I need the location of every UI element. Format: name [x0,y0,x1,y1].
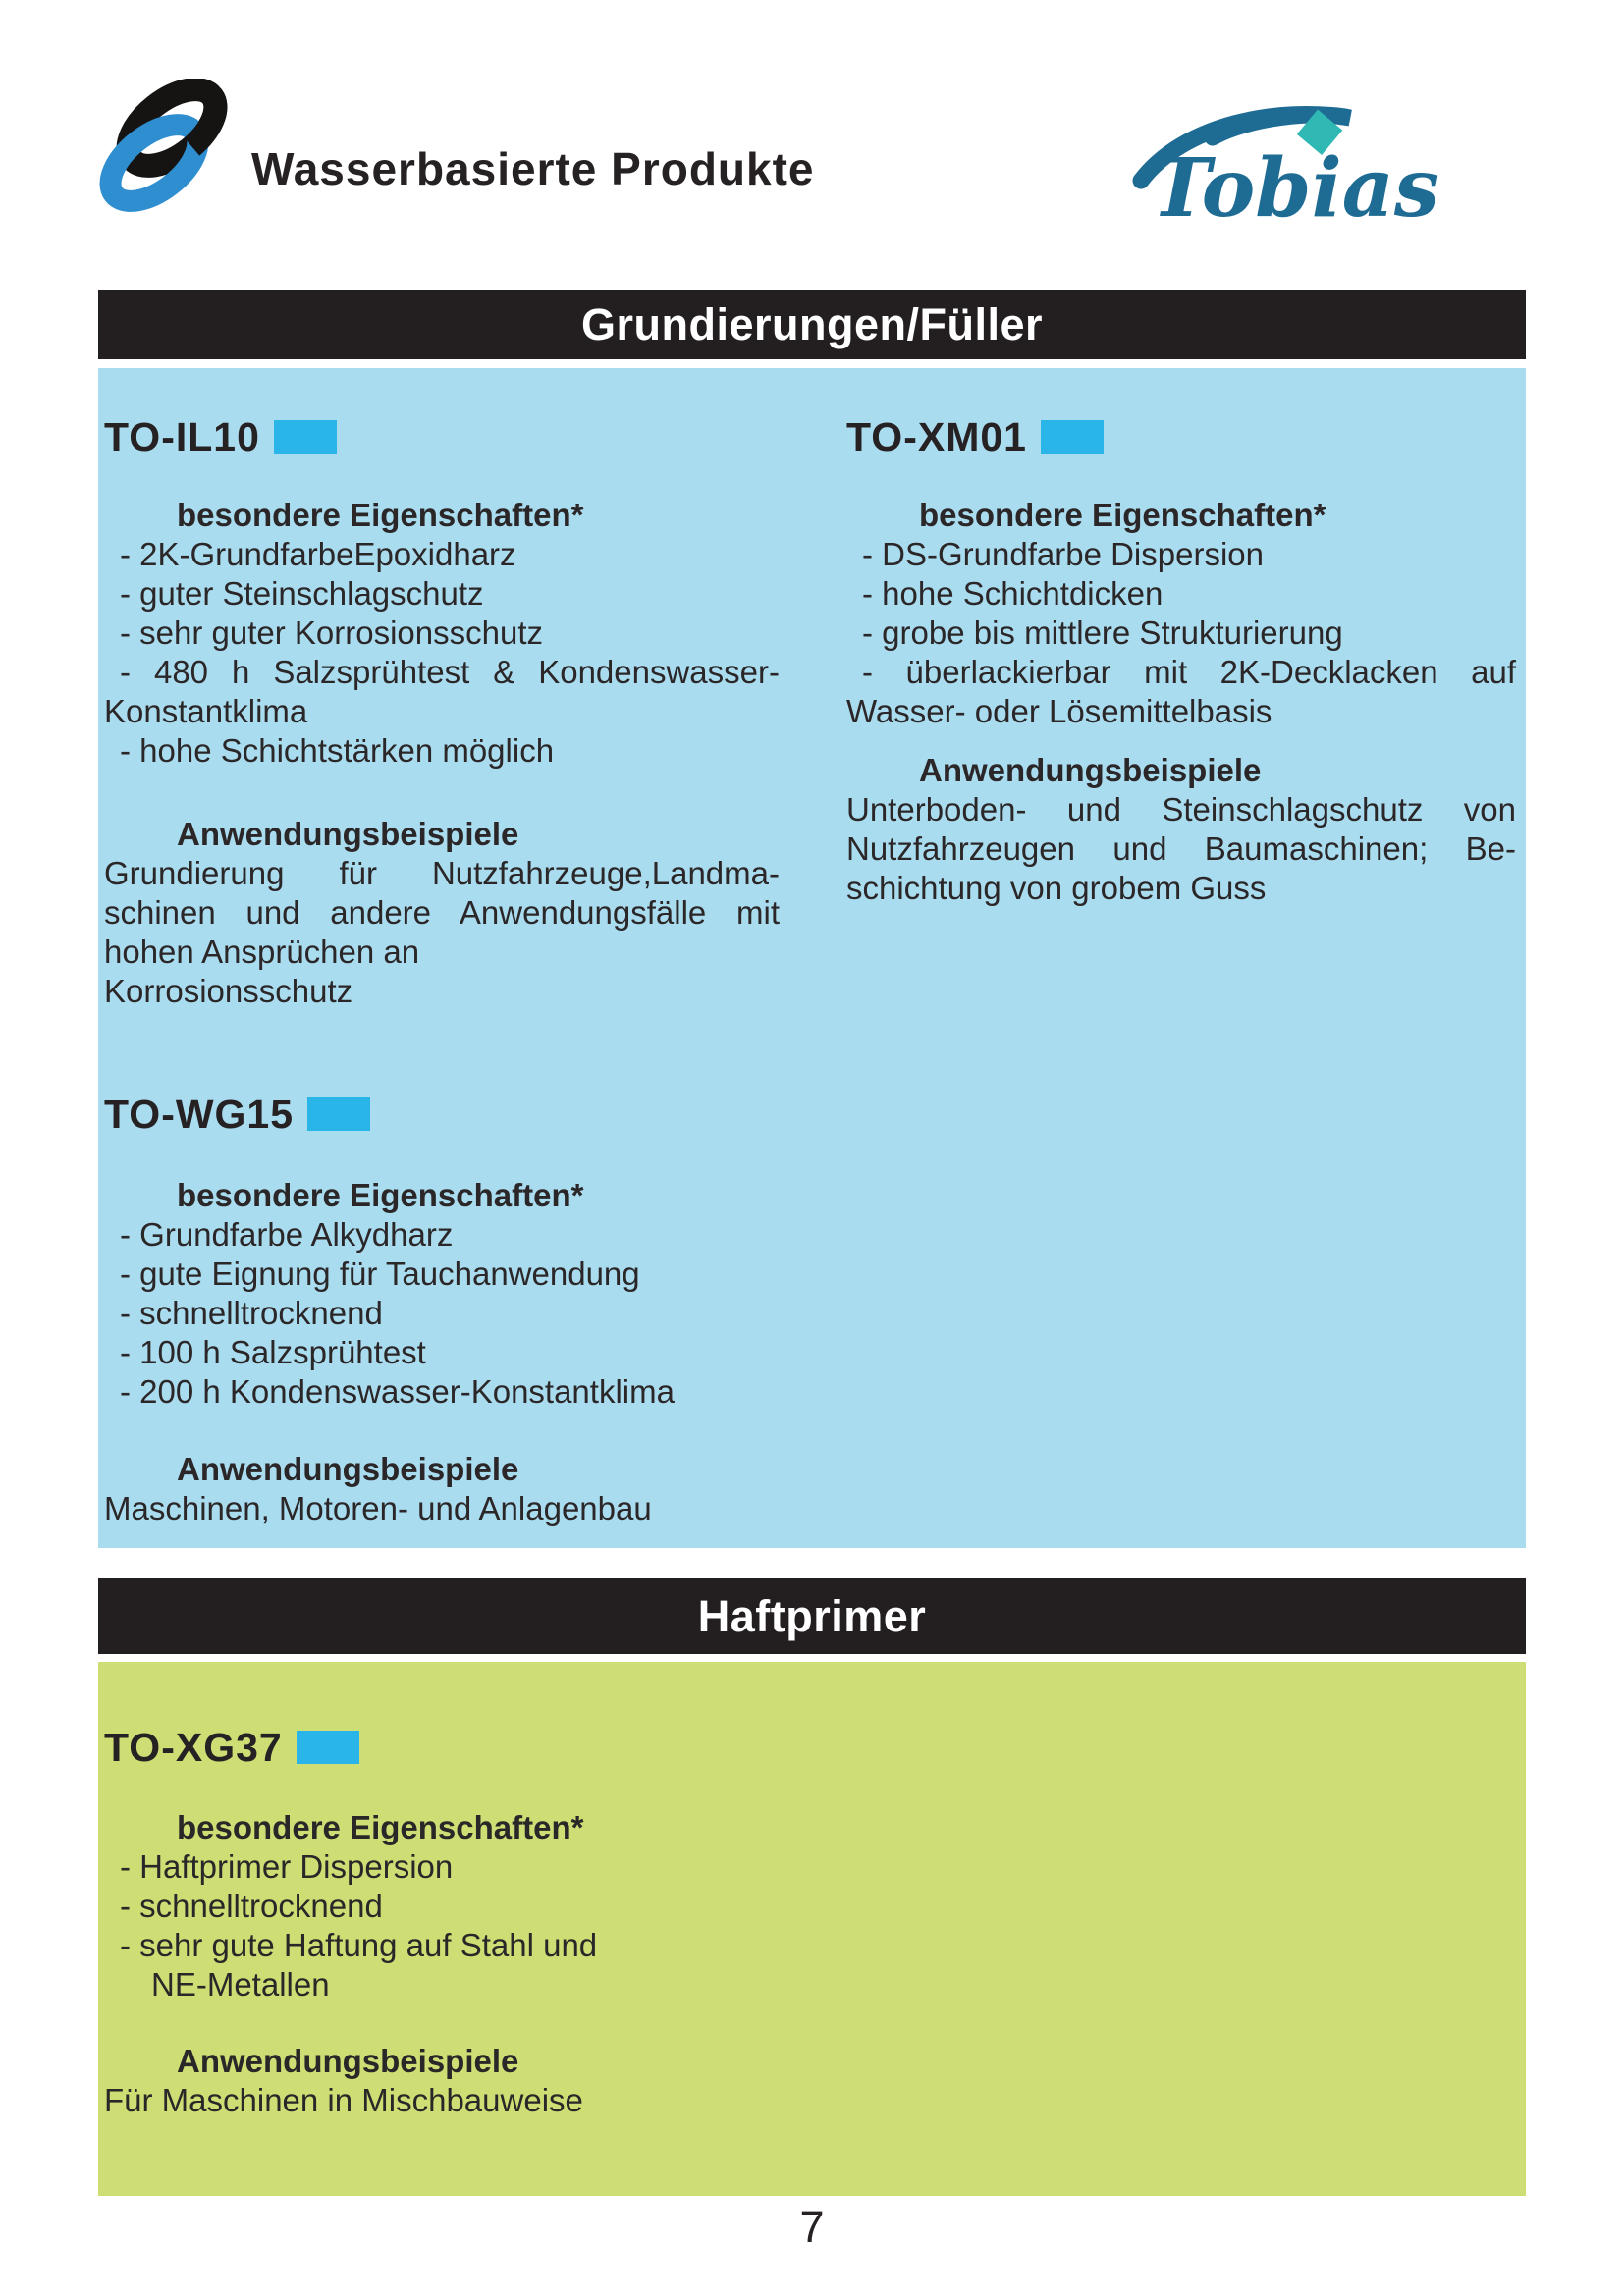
page-number: 7 [799,2202,825,2252]
product-header [846,412,1516,461]
property-line: - Haftprimer Dispersion [120,1848,454,1885]
product-code: TO-IL10 [104,414,260,459]
property-line: - schnelltrocknend [120,1295,383,1331]
section-grundierungen [98,368,1526,1548]
section-haftprimer [98,1662,1526,2196]
color-swatch [1041,420,1104,454]
section-banner-haftprimer [98,1578,1526,1654]
application-line: Unterboden- und Steinschlagschutz von [846,791,1516,828]
property-line: - grobe bis mittlere Strukturierung [862,614,1343,651]
anwendungen-heading: Anwendungsbeispiele [177,816,519,852]
product-header [104,412,780,461]
section-title: Haftprimer [697,1590,927,1641]
color-swatch [307,1097,370,1131]
application-line: Nutzfahrzeugen und Baumaschinen; Be- [846,830,1516,867]
property-line: - 200 h Kondenswasser-Konstantklima [120,1373,675,1410]
eigenschaften-heading: besondere Eigenschaften* [177,1177,584,1213]
application-line: Korrosionsschutz [104,973,353,1009]
section-banner-grundierungen [98,290,1526,359]
application-line: Grundierung für Nutzfahrzeuge,Landma- [104,855,780,891]
eigenschaften-heading: besondere Eigenschaften* [919,497,1326,533]
property-line: - gute Eignung für Tauchanwendung [120,1255,640,1292]
application-line: Für Maschinen in Mischbauweise [104,2082,583,2118]
product-block-to-xm01 [846,412,1516,908]
section-title: Grundierungen/Füller [580,298,1044,349]
application-line: schichtung von grobem Guss [846,870,1267,906]
property-line: - schnelltrocknend [120,1888,383,1924]
color-swatch [274,420,337,454]
tobias-brand-logo [1129,90,1468,240]
property-line: - hohe Schichtdicken [862,575,1164,612]
property-line: - sehr guter Korrosionsschutz [120,614,544,651]
product-header [104,1723,791,1772]
brand-wordmark: Tobias [1151,141,1440,236]
color-swatch [297,1731,359,1764]
product-block-to-wg15 [104,1090,780,1528]
eigenschaften-heading: besondere Eigenschaften* [177,1809,584,1845]
property-line: NE-Metallen [151,1966,330,2002]
application-line: hohen Ansprüchen an [104,934,420,970]
property-line: - Grundfarbe Alkydharz [120,1216,454,1253]
property-line: Wasser- oder Lösemittelbasis [846,693,1272,729]
anwendungen-heading: Anwendungsbeispiele [919,752,1262,788]
company-rings-logo [93,79,241,218]
property-line: - überlackierbar mit 2K-Decklacken auf [862,654,1516,690]
product-code: TO-XG37 [104,1725,283,1770]
anwendungen-heading: Anwendungsbeispiele [177,2043,519,2079]
product-block-to-il10 [104,412,780,1011]
product-code: TO-XM01 [846,414,1027,459]
property-line: Konstantklima [104,693,308,729]
anwendungen-heading: Anwendungsbeispiele [177,1451,519,1487]
product-code: TO-WG15 [104,1092,295,1137]
property-line: - guter Steinschlagschutz [120,575,484,612]
product-block-to-xg37 [104,1723,791,2120]
property-line: - sehr gute Haftung auf Stahl und [120,1927,598,1963]
application-line: schinen und andere Anwendungsfälle mit [104,894,780,931]
application-line: Maschinen, Motoren- und Anlagenbau [104,1490,652,1526]
eigenschaften-heading: besondere Eigenschaften* [177,497,584,533]
property-line: - DS-Grundfarbe Dispersion [862,536,1264,572]
property-line: - 480 h Salzsprühtest & Kondenswasser- [120,654,780,690]
property-line: - 2K-GrundfarbeEpoxidharz [120,536,516,572]
property-line: - hohe Schichtstärken möglich [120,732,555,769]
product-header [104,1090,780,1139]
property-line: - 100 h Salzsprühtest [120,1334,426,1370]
page-title: Wasserbasierte Produkte [251,143,815,194]
